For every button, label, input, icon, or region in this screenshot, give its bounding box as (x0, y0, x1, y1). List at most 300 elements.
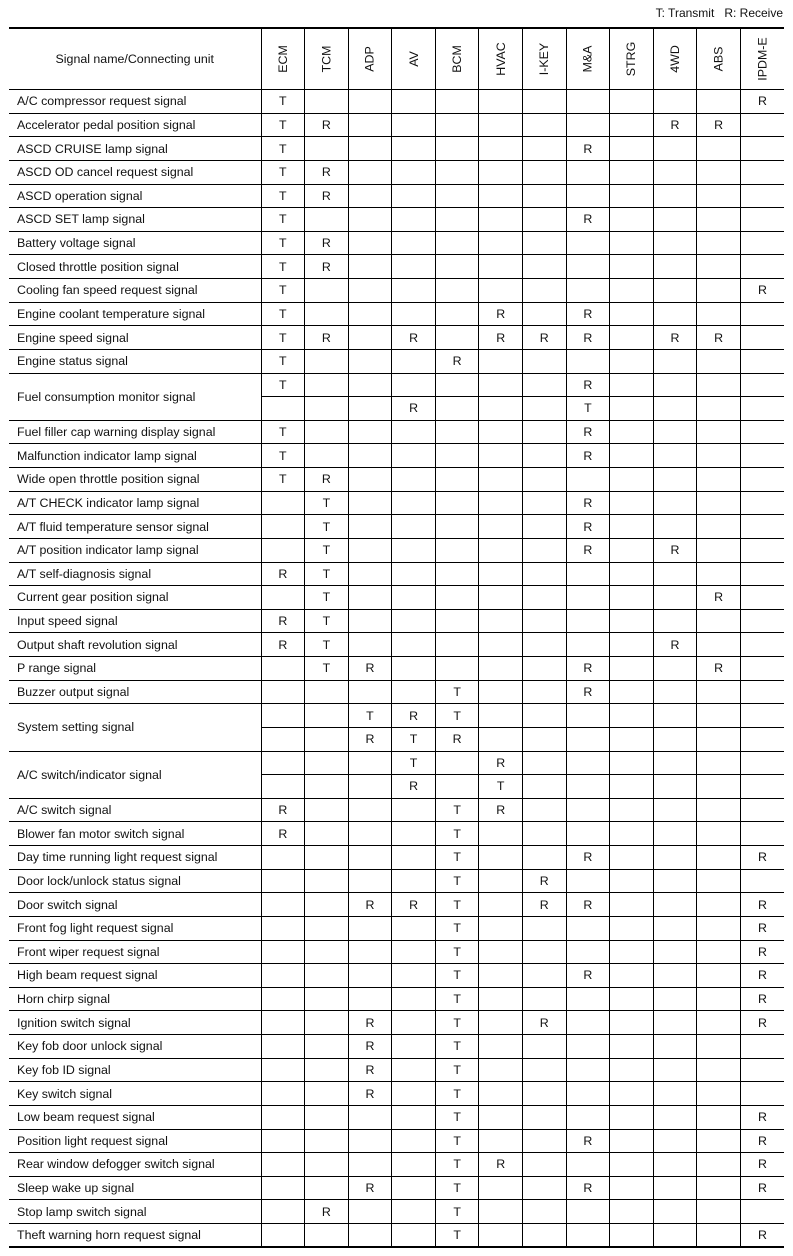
table-row (9, 798, 784, 822)
signal-cell (348, 987, 392, 1011)
signal-cell (479, 468, 523, 492)
signal-name: Current gear position signal (9, 586, 261, 610)
signal-cell: R (305, 255, 349, 279)
signal-cell (479, 846, 523, 870)
unit-header (479, 28, 523, 90)
signal-cell (261, 1224, 305, 1248)
signal-cell (653, 846, 697, 870)
signal-cell (261, 846, 305, 870)
signal-cell (522, 1129, 566, 1153)
signal-cell (435, 160, 479, 184)
signal-cell (610, 1129, 654, 1153)
signal-cell: T (261, 468, 305, 492)
signal-cell (610, 940, 654, 964)
signal-cell (522, 916, 566, 940)
signal-cell: T (261, 160, 305, 184)
signal-cell (392, 137, 436, 161)
signal-cell: R (392, 704, 436, 728)
signal-cell (653, 231, 697, 255)
signal-cell (697, 160, 741, 184)
signal-cell (522, 515, 566, 539)
unit-header (348, 28, 392, 90)
signal-cell (653, 1058, 697, 1082)
signal-cell (261, 893, 305, 917)
signal-cell: R (566, 846, 610, 870)
signal-name: High beam request signal (9, 964, 261, 988)
signal-cell (392, 113, 436, 137)
signal-cell (740, 468, 784, 492)
signal-name: Low beam request signal (9, 1105, 261, 1129)
signal-cell (348, 160, 392, 184)
table-row (9, 538, 784, 562)
signal-cell (435, 373, 479, 397)
signal-name: Rear window defogger switch signal (9, 1153, 261, 1177)
signal-cell: R (566, 444, 610, 468)
signal-cell (348, 633, 392, 657)
signal-cell (653, 987, 697, 1011)
signal-cell (697, 515, 741, 539)
signal-cell: R (566, 491, 610, 515)
signal-name: Engine coolant temperature signal (9, 302, 261, 326)
signal-cell (435, 491, 479, 515)
unit-header-label: HVAC (493, 42, 508, 76)
signal-cell (348, 373, 392, 397)
signal-cell (610, 1011, 654, 1035)
signal-cell (261, 916, 305, 940)
table-row (9, 373, 784, 397)
signal-cell (610, 231, 654, 255)
unit-header (261, 28, 305, 90)
signal-name: Closed throttle position signal (9, 255, 261, 279)
signal-cell (305, 1129, 349, 1153)
signal-cell (479, 231, 523, 255)
signal-cell (740, 160, 784, 184)
signal-cell (348, 491, 392, 515)
signal-name: Battery voltage signal (9, 231, 261, 255)
signal-cell (305, 775, 349, 799)
signal-cell (697, 727, 741, 751)
signal-cell (392, 798, 436, 822)
signal-name: Day time running light request signal (9, 846, 261, 870)
signal-cell (697, 822, 741, 846)
signal-cell: T (305, 538, 349, 562)
signal-cell: R (305, 113, 349, 137)
signal-cell (740, 515, 784, 539)
signal-cell (305, 798, 349, 822)
signal-cell (392, 964, 436, 988)
signal-name: Sleep wake up signal (9, 1176, 261, 1200)
unit-header-label: ADP (362, 46, 377, 72)
signal-cell (305, 704, 349, 728)
signal-cell (740, 751, 784, 775)
signal-cell (740, 798, 784, 822)
signal-cell (392, 255, 436, 279)
signal-cell (348, 113, 392, 137)
signal-cell (653, 373, 697, 397)
signal-cell (479, 373, 523, 397)
signal-cell (697, 491, 741, 515)
signal-cell (566, 1058, 610, 1082)
signal-cell (348, 1224, 392, 1248)
signal-cell (653, 1200, 697, 1224)
signal-cell (479, 1200, 523, 1224)
signal-cell (392, 538, 436, 562)
table-row (9, 231, 784, 255)
signal-cell: R (348, 893, 392, 917)
signal-cell (653, 302, 697, 326)
signal-cell (479, 562, 523, 586)
signal-cell: R (566, 893, 610, 917)
signal-cell: R (392, 775, 436, 799)
signal-cell (305, 987, 349, 1011)
signal-cell (740, 231, 784, 255)
signal-cell (261, 680, 305, 704)
table-row (9, 491, 784, 515)
signal-cell (653, 775, 697, 799)
signal-cell (522, 208, 566, 232)
signal-cell: T (261, 255, 305, 279)
signal-cell (566, 822, 610, 846)
signal-cell (522, 964, 566, 988)
signal-cell (653, 1105, 697, 1129)
signal-cell (392, 822, 436, 846)
signal-cell (522, 420, 566, 444)
signal-cell (740, 326, 784, 350)
signal-cell (435, 208, 479, 232)
signal-cell (610, 916, 654, 940)
table-row (9, 1224, 784, 1248)
signal-cell (740, 822, 784, 846)
table-row (9, 822, 784, 846)
signal-cell (392, 491, 436, 515)
signal-cell: R (305, 326, 349, 350)
signal-cell (305, 1035, 349, 1059)
table-row (9, 1129, 784, 1153)
signal-name: A/T position indicator lamp signal (9, 538, 261, 562)
signal-cell (740, 704, 784, 728)
signal-cell: T (435, 1129, 479, 1153)
signal-cell (435, 562, 479, 586)
signal-cell (261, 940, 305, 964)
signal-cell (740, 1082, 784, 1106)
signal-cell (740, 420, 784, 444)
signal-cell (435, 231, 479, 255)
signal-cell (697, 420, 741, 444)
signal-cell: R (740, 964, 784, 988)
table-row (9, 704, 784, 728)
signal-cell (653, 255, 697, 279)
signal-cell (348, 751, 392, 775)
signal-cell: T (435, 798, 479, 822)
signal-name: Fuel consumption monitor signal (9, 373, 261, 420)
signal-cell (348, 90, 392, 114)
signal-cell (435, 468, 479, 492)
signal-cell (522, 987, 566, 1011)
signal-name: Key switch signal (9, 1082, 261, 1106)
signal-cell: T (435, 704, 479, 728)
signal-cell (566, 1035, 610, 1059)
signal-cell: R (479, 751, 523, 775)
signal-cell (261, 869, 305, 893)
signal-cell (610, 964, 654, 988)
signal-cell (653, 349, 697, 373)
signal-cell (348, 515, 392, 539)
signal-cell: R (566, 1129, 610, 1153)
table-row (9, 987, 784, 1011)
signal-cell (392, 1224, 436, 1248)
signal-cell: R (566, 137, 610, 161)
signal-cell: R (740, 1129, 784, 1153)
signal-cell: T (305, 609, 349, 633)
signal-cell (348, 609, 392, 633)
signal-cell: T (435, 916, 479, 940)
signal-name: A/T self-diagnosis signal (9, 562, 261, 586)
signal-cell (348, 279, 392, 303)
signal-cell (566, 916, 610, 940)
signal-cell (348, 349, 392, 373)
signal-cell (479, 987, 523, 1011)
signal-cell: T (261, 113, 305, 137)
signal-cell (653, 515, 697, 539)
signal-cell (305, 397, 349, 421)
signal-cell (740, 397, 784, 421)
signal-cell (522, 727, 566, 751)
signal-cell (261, 987, 305, 1011)
legend (656, 6, 783, 20)
signal-cell (740, 727, 784, 751)
signal-cell: R (522, 893, 566, 917)
signal-name: Engine speed signal (9, 326, 261, 350)
signal-cell (392, 916, 436, 940)
signal-cell (697, 231, 741, 255)
signal-cell (435, 137, 479, 161)
unit-header-label: M&A (580, 45, 595, 73)
signal-cell: T (435, 1011, 479, 1035)
signal-cell (610, 1153, 654, 1177)
signal-cell (697, 1153, 741, 1177)
signal-cell (479, 1058, 523, 1082)
signal-cell (610, 1082, 654, 1106)
signal-cell (261, 1035, 305, 1059)
signal-cell (392, 609, 436, 633)
signal-cell (653, 680, 697, 704)
signal-cell: T (261, 279, 305, 303)
signal-cell (697, 775, 741, 799)
signal-cell (610, 113, 654, 137)
signal-cell: R (261, 609, 305, 633)
signal-cell: R (305, 468, 349, 492)
signal-cell (305, 680, 349, 704)
signal-cell (522, 680, 566, 704)
signal-cell (653, 751, 697, 775)
signal-cell (261, 1011, 305, 1035)
signal-cell (566, 633, 610, 657)
signal-cell (566, 940, 610, 964)
signal-cell (261, 586, 305, 610)
signal-cell (522, 349, 566, 373)
table-row (9, 916, 784, 940)
signal-cell (610, 349, 654, 373)
signal-cell (435, 609, 479, 633)
unit-header (435, 28, 479, 90)
signal-cell: T (392, 751, 436, 775)
signal-cell (610, 468, 654, 492)
signal-cell (653, 609, 697, 633)
signal-cell (348, 586, 392, 610)
signal-cell: T (305, 515, 349, 539)
signal-cell (261, 727, 305, 751)
signal-cell (566, 468, 610, 492)
signal-cell (261, 538, 305, 562)
signal-cell: R (479, 326, 523, 350)
signal-cell (479, 137, 523, 161)
signal-cell (740, 869, 784, 893)
signal-cell (392, 987, 436, 1011)
signal-name: Accelerator pedal position signal (9, 113, 261, 137)
table-row (9, 420, 784, 444)
signal-cell: T (435, 680, 479, 704)
signal-cell: R (566, 680, 610, 704)
signal-cell (348, 397, 392, 421)
table-row (9, 680, 784, 704)
table-row (9, 1011, 784, 1035)
signal-cell (697, 184, 741, 208)
signal-cell: T (435, 987, 479, 1011)
signal-cell (392, 184, 436, 208)
signal-cell (610, 680, 654, 704)
signal-cell (610, 1200, 654, 1224)
signal-cell (348, 1105, 392, 1129)
unit-header (305, 28, 349, 90)
signal-cell (697, 1224, 741, 1248)
signal-cell (392, 657, 436, 681)
signal-cell (348, 822, 392, 846)
signal-cell (392, 444, 436, 468)
signal-cell (610, 657, 654, 681)
signal-name: ASCD OD cancel request signal (9, 160, 261, 184)
signal-cell (566, 987, 610, 1011)
signal-cell (566, 562, 610, 586)
table-row (9, 586, 784, 610)
table-row (9, 1082, 784, 1106)
signal-cell: T (305, 657, 349, 681)
signal-cell: R (697, 326, 741, 350)
signal-cell (610, 538, 654, 562)
signal-cell (522, 1200, 566, 1224)
signal-cell (566, 1200, 610, 1224)
signal-cell (653, 798, 697, 822)
signal-cell: T (435, 940, 479, 964)
signal-cell: T (261, 231, 305, 255)
signal-name: Key fob ID signal (9, 1058, 261, 1082)
signal-cell (305, 727, 349, 751)
signal-cell (348, 208, 392, 232)
signal-cell (610, 397, 654, 421)
signal-cell (392, 420, 436, 444)
table-row (9, 444, 784, 468)
signal-name: Malfunction indicator lamp signal (9, 444, 261, 468)
signal-cell (479, 397, 523, 421)
signal-cell (305, 302, 349, 326)
signal-cell (305, 1058, 349, 1082)
signal-cell (261, 1058, 305, 1082)
signal-cell: T (435, 1153, 479, 1177)
signal-cell: R (435, 349, 479, 373)
signal-cell: T (305, 586, 349, 610)
unit-header (740, 28, 784, 90)
signal-cell (479, 538, 523, 562)
table-row (9, 1200, 784, 1224)
signal-cell (610, 279, 654, 303)
signal-cell (392, 1082, 436, 1106)
table-row (9, 1176, 784, 1200)
signal-cell (392, 633, 436, 657)
signal-cell: R (348, 1176, 392, 1200)
signal-cell (348, 538, 392, 562)
signal-cell (479, 964, 523, 988)
signal-cell (697, 137, 741, 161)
signal-cell: T (435, 1058, 479, 1082)
signal-cell (479, 657, 523, 681)
signal-cell (653, 90, 697, 114)
signal-cell: R (653, 538, 697, 562)
signal-cell (348, 1153, 392, 1177)
signal-cell: R (740, 893, 784, 917)
signal-cell (653, 916, 697, 940)
signal-cell (392, 1105, 436, 1129)
signal-cell (653, 160, 697, 184)
signal-cell (392, 940, 436, 964)
signal-cell (435, 113, 479, 137)
signal-cell (697, 444, 741, 468)
signal-cell (653, 1129, 697, 1153)
signal-cell (697, 373, 741, 397)
signal-cell: T (261, 302, 305, 326)
signal-cell: R (392, 326, 436, 350)
signal-cell (348, 137, 392, 161)
signal-cell: T (305, 633, 349, 657)
signal-cell (522, 255, 566, 279)
signal-cell: R (566, 964, 610, 988)
table-row (9, 90, 784, 114)
signal-name: Front fog light request signal (9, 916, 261, 940)
signal-cell (479, 727, 523, 751)
signal-cell (479, 1011, 523, 1035)
signal-cell (697, 751, 741, 775)
signal-cell (610, 586, 654, 610)
signal-cell (610, 846, 654, 870)
signal-cell (566, 184, 610, 208)
signal-cell (348, 562, 392, 586)
table-row (9, 846, 784, 870)
signal-cell (697, 397, 741, 421)
signal-cell (392, 1129, 436, 1153)
signal-cell: R (566, 326, 610, 350)
signal-cell (305, 137, 349, 161)
signal-cell (740, 586, 784, 610)
signal-cell: R (566, 373, 610, 397)
signal-cell (522, 1105, 566, 1129)
signal-cell: T (566, 397, 610, 421)
signal-cell (653, 1082, 697, 1106)
signal-cell (479, 1082, 523, 1106)
signal-cell: R (740, 90, 784, 114)
signal-cell (479, 1129, 523, 1153)
signal-cell (653, 964, 697, 988)
table-row (9, 562, 784, 586)
signal-cell (697, 704, 741, 728)
signal-cell (522, 940, 566, 964)
